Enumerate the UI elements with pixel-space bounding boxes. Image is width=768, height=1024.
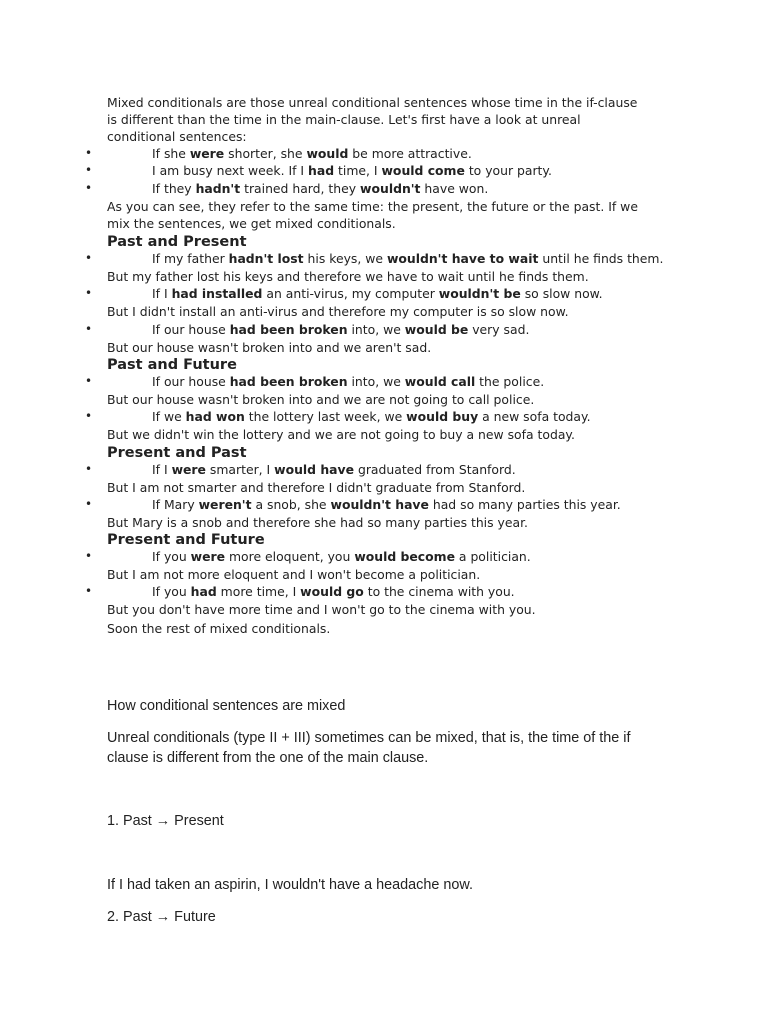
sentence-fragment: had so many parties this year. — [428, 496, 621, 512]
sentence-fragment: more eloquent, you — [225, 549, 355, 565]
bullet-item — [0, 583, 700, 600]
closing-note: Soon the rest of mixed conditionals. — [107, 621, 331, 636]
bold-verb-phrase: were — [190, 549, 226, 565]
sentence-fragment: If I — [152, 286, 172, 302]
sentence-fragment: If I — [152, 461, 172, 477]
bullet-icon: • — [85, 496, 93, 511]
bullet-item — [0, 180, 700, 197]
explanation-line: But our house wasn't broken into and we aren't sad. — [107, 339, 432, 355]
sentence-fragment: If they — [152, 181, 196, 196]
explanation-line: But we didn't win the lottery and we are not going to buy a new sofa today. — [107, 427, 575, 443]
sentence-fragment: If my father — [152, 251, 229, 266]
bold-verb-phrase: were — [171, 461, 206, 477]
example-sentence: If I had taken an aspirin, I wouldn't have a headache now. — [107, 877, 473, 893]
sentence-fragment: to your party. — [464, 163, 552, 178]
sentence-fragment: If Mary — [152, 496, 199, 512]
bullet-item — [0, 408, 700, 425]
bullet-icon: • — [85, 286, 93, 301]
bold-verb-phrase: had been broken — [229, 321, 348, 337]
bold-verb-phrase: had — [190, 584, 217, 600]
bold-verb-phrase: hadn't lost — [228, 251, 304, 266]
bullet-icon: • — [85, 373, 93, 388]
bullet-icon: • — [85, 251, 93, 265]
sentence-fragment: an anti-virus, my computer — [262, 286, 439, 302]
sentence-fragment: a snob, she — [251, 496, 331, 512]
bullet-item — [0, 250, 700, 267]
bold-verb-phrase: hadn't — [195, 181, 241, 196]
sentence-fragment: into, we — [347, 321, 405, 337]
bullet-sentence — [152, 373, 544, 390]
bold-verb-phrase: would come — [381, 163, 465, 178]
sentence-fragment: be more attractive. — [348, 146, 472, 161]
bullet-sentence — [152, 321, 529, 338]
sentence-fragment: into, we — [347, 373, 405, 389]
bullet-icon: • — [85, 146, 93, 160]
sentence-fragment: If our house — [152, 321, 230, 337]
sentence-fragment: until he finds them. — [538, 251, 664, 266]
bold-verb-phrase: would — [306, 146, 349, 161]
bold-verb-phrase: were — [189, 146, 225, 161]
sentence-fragment: I am busy next week. If I — [152, 163, 309, 178]
bold-verb-phrase: weren't — [198, 496, 252, 512]
sentence-fragment: to the cinema with you. — [363, 584, 515, 600]
bullet-item — [0, 373, 700, 390]
bullet-icon: • — [85, 409, 93, 424]
bullet-sentence — [152, 145, 472, 162]
bullet-item — [0, 145, 700, 162]
sentence-fragment: time, I — [334, 163, 382, 178]
explanation-line: But Mary is a snob and therefore she had so many parties this year. — [107, 514, 528, 530]
sentence-fragment: If we — [152, 409, 186, 425]
sentence-fragment: so slow now. — [520, 286, 603, 302]
sentence-fragment: If you — [152, 549, 191, 565]
bullet-sentence — [152, 285, 603, 302]
bold-verb-phrase: had — [308, 163, 335, 178]
bullet-sentence — [152, 583, 515, 600]
explanation-line: But I am not smarter and therefore I didn't graduate from Stanford. — [107, 479, 526, 495]
bullet-sentence — [152, 461, 516, 478]
bullet-item — [0, 461, 700, 478]
section-heading: Present and Future — [107, 532, 265, 549]
sentence-fragment: the police. — [475, 373, 545, 389]
bullet-icon: • — [85, 181, 93, 195]
bold-verb-phrase: wouldn't have — [330, 496, 429, 512]
bullet-sentence — [152, 180, 488, 197]
sentence-fragment: If you — [152, 584, 191, 600]
sentence-fragment: his keys, we — [303, 251, 387, 266]
explanation-line: But our house wasn't broken into and we are not going to call police. — [107, 391, 535, 407]
bullet-icon: • — [85, 549, 93, 564]
bullet-item — [0, 496, 700, 513]
bullet-item — [0, 162, 700, 179]
bullet-item — [0, 548, 700, 565]
sentence-fragment: the lottery last week, we — [244, 409, 407, 425]
bullet-sentence — [152, 250, 663, 267]
bold-verb-phrase: would have — [274, 461, 355, 477]
sentence-fragment: very sad. — [468, 321, 530, 337]
explanation-line: But my father lost his keys and therefore we have to wait until he finds them. — [107, 269, 589, 284]
bold-verb-phrase: would become — [354, 549, 455, 565]
sentence-fragment: If our house — [152, 373, 230, 389]
section-heading: Present and Past — [107, 444, 247, 461]
list-item-past-present: 1. Past → Present — [107, 813, 224, 829]
bullet-item — [0, 285, 700, 302]
as-you-can-see-paragraph: As you can see, they refer to the same time: the present, the future or the past. If we mix the sentences, we get mixed conditionals. — [107, 199, 638, 231]
sentence-fragment: a new sofa today. — [478, 409, 591, 425]
bold-verb-phrase: wouldn't — [360, 181, 421, 196]
bullet-sentence — [152, 162, 552, 179]
sentence-fragment: graduated from Stanford. — [354, 461, 516, 477]
sentence-fragment: trained hard, they — [240, 181, 361, 196]
sentence-fragment: a politician. — [454, 549, 531, 565]
bold-verb-phrase: would go — [300, 584, 364, 600]
bold-verb-phrase: wouldn't be — [438, 286, 521, 302]
list-item-past-future: 2. Past → Future — [107, 909, 216, 925]
bold-verb-phrase: had installed — [171, 286, 263, 302]
sentence-fragment: more time, I — [216, 584, 301, 600]
bold-verb-phrase: would call — [404, 373, 476, 389]
section-title: How conditional sentences are mixed — [107, 698, 346, 714]
section-heading: Past and Present — [107, 234, 247, 250]
sentence-fragment: shorter, she — [224, 146, 307, 161]
bullet-icon: • — [85, 163, 93, 177]
explanation-line: But I didn't install an anti-virus and therefore my computer is so slow now. — [107, 304, 569, 320]
bold-verb-phrase: would be — [404, 321, 469, 337]
bold-verb-phrase: wouldn't have to wait — [386, 251, 539, 266]
sentence-fragment: have won. — [420, 181, 489, 196]
bold-verb-phrase: would buy — [406, 409, 479, 425]
bullet-sentence — [152, 408, 591, 425]
explanation-line: But you don't have more time and I won't go to the cinema with you. — [107, 602, 536, 618]
explanation-line: But I am not more eloquent and I won't become a politician. — [107, 567, 481, 583]
bullet-sentence — [152, 496, 621, 513]
bold-verb-phrase: had been broken — [229, 373, 348, 389]
sentence-fragment: If she — [152, 146, 190, 161]
bullet-icon: • — [85, 321, 93, 336]
intro-paragraph: Mixed conditionals are those unreal conditional sentences whose time in the if-clause is different than the time in the main-clause. Let's first have a look at unreal conditional sentences: — [107, 95, 638, 144]
section-heading: Past and Future — [107, 356, 237, 373]
bullet-icon: • — [85, 461, 93, 476]
bold-verb-phrase: had won — [185, 409, 245, 425]
bullet-sentence — [152, 548, 531, 565]
sentence-fragment: smarter, I — [205, 461, 275, 477]
bullet-item — [0, 321, 700, 338]
explanation-paragraph: Unreal conditionals (type II + III) sometimes can be mixed, that is, the time of the if clause is different from the one of the main clause. — [107, 730, 631, 766]
bullet-icon: • — [85, 584, 93, 599]
